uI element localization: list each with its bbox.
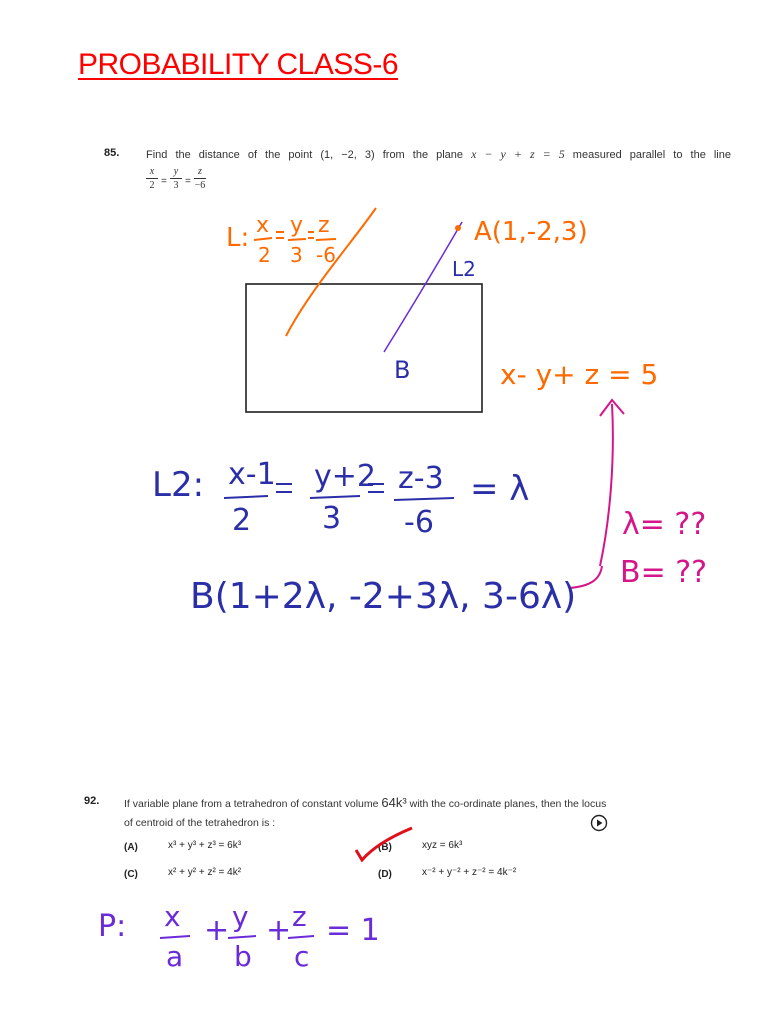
annot-B-q: B= ?? <box>620 555 708 590</box>
annot-L2-eq-label: L2: <box>152 465 205 505</box>
option-b-text: xyz = 6k³ <box>422 840 463 851</box>
frac-denominator: −6 <box>194 180 206 191</box>
annot-f1-den: a <box>166 940 184 973</box>
annot-plus-1: + <box>204 913 230 948</box>
annot-P-label: P: <box>98 909 127 944</box>
q92-text-a: If variable plane from a tetrahedron of constant volume <box>124 798 379 810</box>
annot-f3-num: z <box>292 900 307 933</box>
annot-L2-short: L2 <box>452 257 476 281</box>
annot-L-label: L: <box>226 223 250 253</box>
annot-L2-f3-num: z-3 <box>398 461 444 496</box>
annot-plus-2: + <box>266 913 292 948</box>
checkmark-icon <box>356 828 412 860</box>
annot-point-B: B <box>394 356 411 384</box>
equals-sign: = <box>161 176 167 187</box>
annot-L-z-num: z <box>318 213 330 238</box>
annot-L-y-num: y <box>290 213 304 238</box>
annot-L-y-den: 3 <box>290 243 303 267</box>
annot-rhs: = 1 <box>326 913 380 948</box>
annot-L2-f3-den: -6 <box>404 505 434 540</box>
frac-numerator: y <box>173 166 179 177</box>
annot-L-x-num: x <box>256 213 270 238</box>
annot-B-param: B(1+2λ, -2+3λ, 3-6λ) <box>190 576 577 617</box>
plane-rectangle <box>246 284 482 412</box>
frac-denominator: 3 <box>173 180 179 191</box>
q92-text-b: with the co-ordinate planes, then the locus <box>409 798 607 810</box>
q85-text-after: measured parallel to the line <box>572 149 731 161</box>
option-a-text: x³ + y³ + z³ = 6k³ <box>168 840 242 851</box>
question-92-line2: of centroid of the tetrahedron is : <box>124 817 276 829</box>
annot-plane-eq: x- y+ z = 5 <box>500 358 659 391</box>
line-L2 <box>384 222 462 352</box>
q85-text-before: Find the distance of the point <box>146 149 313 161</box>
annot-L2-f1-num: x-1 <box>228 457 276 492</box>
q85-plane: x − y + z = 5 <box>471 147 565 161</box>
option-c-label: (C) <box>124 869 138 880</box>
frac-numerator: x <box>149 166 155 177</box>
up-arrow <box>600 404 613 566</box>
annot-f2-den: b <box>234 940 252 973</box>
annot-L-z-den: -6 <box>316 243 336 267</box>
page-title: PROBABILITY CLASS-6 <box>78 48 399 81</box>
annot-lambda-q: λ= ?? <box>622 507 707 542</box>
annot-f2-num: y <box>232 900 249 933</box>
option-b-label: (B) <box>378 842 392 853</box>
annot-f1-num: x <box>164 900 181 933</box>
option-c-text: x² + y² + z² = 4k² <box>168 867 242 878</box>
point-A-dot <box>455 225 461 231</box>
annot-L2-f2-den: 3 <box>322 501 342 536</box>
option-a-label: (A) <box>124 842 138 853</box>
q92-volume: 64k³ <box>381 795 407 810</box>
frac-numerator: z <box>198 166 202 177</box>
annot-L-x-den: 2 <box>258 243 271 267</box>
equals-sign: = <box>185 176 191 187</box>
question-92-number: 92. <box>84 795 100 807</box>
annot-L2-f1-den: 2 <box>232 503 252 538</box>
q85-text-mid: from the plane <box>382 149 464 161</box>
annot-L2-param: = λ <box>470 469 530 509</box>
option-d-label: (D) <box>378 869 392 880</box>
frac-denominator: 2 <box>149 180 155 191</box>
question-85-number: 85. <box>104 147 120 159</box>
q85-point: (1, −2, 3) <box>320 149 375 161</box>
annot-point-A: A(1,-2,3) <box>474 217 588 247</box>
option-d-text: x⁻² + y⁻² + z⁻² = 4k⁻² <box>422 867 517 878</box>
annot-L2-f2-num: y+2 <box>314 459 376 494</box>
annot-f3-den: c <box>294 940 310 973</box>
